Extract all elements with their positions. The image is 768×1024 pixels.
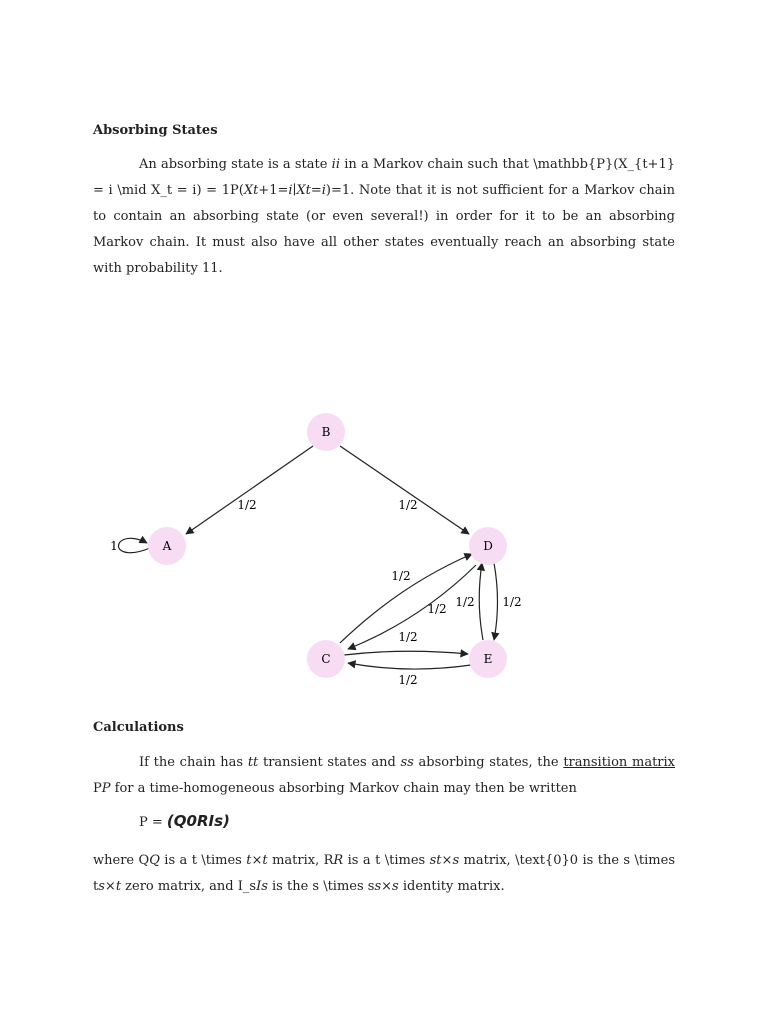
node-a bbox=[148, 527, 186, 565]
text-run: = bbox=[310, 183, 322, 198]
math-run: s bbox=[98, 879, 105, 894]
math-run: s bbox=[374, 879, 382, 894]
math-run: R bbox=[333, 853, 344, 868]
math-run: Is bbox=[256, 879, 268, 894]
edge-e-to-d bbox=[479, 563, 483, 640]
edge-label-e-d: 1/2 bbox=[455, 595, 475, 609]
text-run: in a Markov chain such that \mathbb{P}(X_{t+1} = i \mid X_t = i) = 1P( bbox=[93, 157, 675, 198]
node-b-label: B bbox=[321, 425, 331, 439]
text-run: If the chain has bbox=[139, 755, 248, 770]
edge-a-self-loop bbox=[118, 538, 150, 552]
text-run: is a t \times bbox=[343, 853, 430, 868]
math-run: s bbox=[452, 853, 460, 868]
math-run: i bbox=[288, 183, 293, 198]
edge-e-to-c bbox=[348, 663, 471, 669]
transition-matrix-link[interactable]: transition matrix bbox=[563, 755, 676, 770]
text-run: is a t \times bbox=[159, 853, 247, 868]
edge-label-b-a: 1/2 bbox=[237, 498, 257, 512]
text-run: zero matrix, and I_s bbox=[121, 879, 257, 894]
math-run: t bbox=[262, 853, 268, 868]
math-run: Xt bbox=[296, 183, 311, 198]
formula-math: (Q0RIs) bbox=[166, 812, 230, 830]
edge-d-to-e bbox=[494, 563, 498, 640]
text-run: is the s \times s bbox=[267, 879, 375, 894]
text-run: identity matrix. bbox=[398, 879, 505, 894]
node-d bbox=[469, 527, 507, 565]
math-run: st bbox=[429, 853, 442, 868]
text-run: absorbing states, the bbox=[413, 755, 564, 770]
self-loop-label: 1 bbox=[110, 539, 118, 553]
text-run: matrix, R bbox=[267, 853, 334, 868]
node-b bbox=[307, 413, 345, 451]
text-run: × bbox=[381, 879, 393, 894]
math-run: Q bbox=[149, 853, 160, 868]
math-run: i bbox=[331, 157, 336, 172]
edge-label-e-c: 1/2 bbox=[398, 673, 418, 687]
node-c-label: C bbox=[321, 652, 331, 666]
text-run: × bbox=[251, 853, 263, 868]
text-run: × bbox=[441, 853, 453, 868]
formula-prefix: P = bbox=[139, 815, 167, 830]
text-run: × bbox=[104, 879, 116, 894]
edge-c-to-e bbox=[344, 651, 468, 655]
paragraph-calculations-intro bbox=[93, 750, 675, 802]
text-run: where Q bbox=[93, 853, 150, 868]
edge-b-to-d bbox=[340, 446, 469, 534]
math-run: i bbox=[321, 183, 326, 198]
node-d-label: D bbox=[483, 539, 493, 553]
node-c bbox=[307, 640, 345, 678]
math-run: s bbox=[392, 879, 399, 894]
text-run: P bbox=[93, 781, 102, 796]
edge-label-c-e: 1/2 bbox=[398, 630, 418, 644]
math-run: ss bbox=[400, 755, 414, 770]
section-heading-absorbing-states: Absorbing States bbox=[93, 123, 218, 138]
text-run: ∣ bbox=[292, 183, 297, 198]
text-run: transient states and bbox=[258, 755, 401, 770]
edge-label-d-e: 1/2 bbox=[502, 595, 522, 609]
edge-label-c-d: 1/2 bbox=[391, 569, 411, 583]
paragraph-matrix-definitions bbox=[93, 848, 675, 900]
node-a-label: A bbox=[162, 539, 172, 553]
text-run: matrix, \text{0}0 is the s \times t bbox=[93, 853, 675, 894]
text-run: +1= bbox=[258, 183, 289, 198]
text-run: )=1. Note that it is not sufficient for a Markov chain to contain an absorbing state (or even several!) in order for it to be an absorbing Markov chain. It must also have all other states eventually reach an absorbing state with probability 11. bbox=[93, 183, 676, 276]
matrix-formula bbox=[139, 812, 230, 830]
edge-label-d-c: 1/2 bbox=[427, 602, 447, 616]
edge-label-b-d: 1/2 bbox=[398, 498, 418, 512]
node-e bbox=[469, 640, 507, 678]
math-run: t bbox=[115, 879, 122, 894]
math-run: P bbox=[101, 781, 111, 796]
math-run: t bbox=[246, 853, 252, 868]
math-run: Xt bbox=[243, 183, 259, 198]
math-run: tt bbox=[247, 755, 259, 770]
math-run: i bbox=[335, 157, 340, 172]
text-run: for a time-homogeneous absorbing Markov chain may then be written bbox=[110, 781, 577, 796]
node-e-label: E bbox=[483, 652, 493, 666]
edge-b-to-a bbox=[186, 446, 313, 534]
section-heading-calculations: Calculations bbox=[93, 720, 184, 735]
text-run: An absorbing state is a state bbox=[139, 157, 332, 172]
